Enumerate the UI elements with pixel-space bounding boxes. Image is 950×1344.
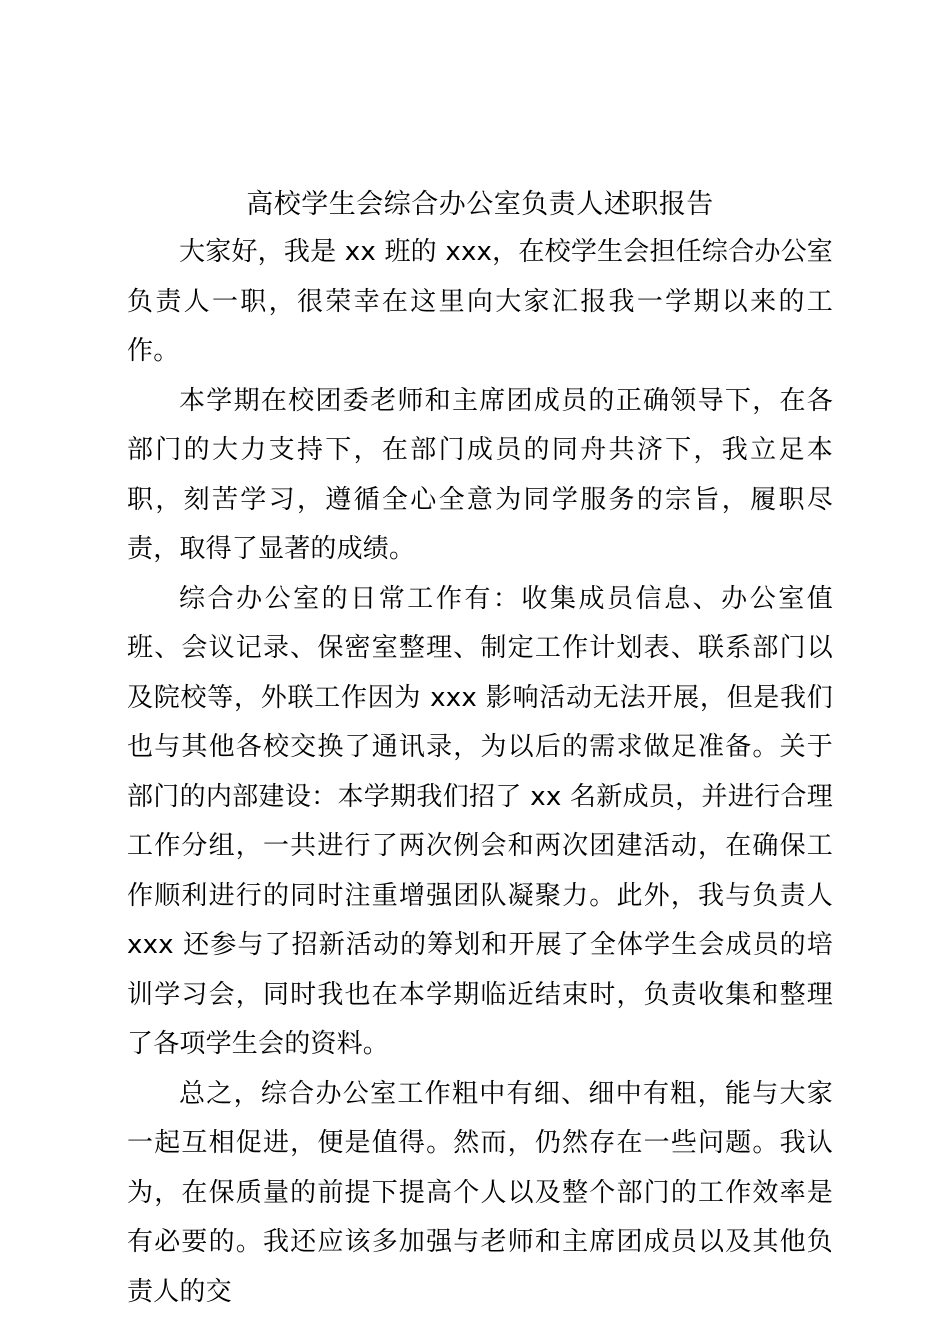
paragraph-summary: 总之，综合办公室工作粗中有细、细中有粗，能与大家一起互相促进，便是值得。然而，仍然存在一些问题。我认为，在保质量的前提下提高个人以及整个部门的工作效率是有必要的。我还应该多加强与老师和主席团成员以及其他负责人的交 — [127, 1078, 833, 1307]
document-body — [127, 228, 833, 1317]
paragraph-daily-work: 综合办公室的日常工作有：收集成员信息、办公室值班、会议记录、保密室整理、制定工作计划表、联系部门以及院校等，外联工作因为 xxx 影响活动无法开展，但是我们也与其他各校交换了通讯录，为以后的需求做足准备。关于部门的内部建设：本学期我们招了 xx 名新成员，并进行合理工作分组，一共进行了两次例会和两次团建活动，在确保工作顺利进行的同时注重增强团队凝聚力。此外，我与负责人 xxx 还参与了招新活动的筹划和开展了全体学生会成员的培训学习会，同时我也在本学期临近结束时，负责收集和整理了各项学生会的资料。 — [127, 583, 833, 1059]
document-title: 高校学生会综合办公室负责人述职报告 — [246, 189, 714, 220]
paragraph-achievements: 本学期在校团委老师和主席团成员的正确领导下，在各部门的大力支持下，在部门成员的同舟共济下，我立足本职，刻苦学习，遵循全心全意为同学服务的宗旨，履职尽责，取得了显著的成绩。 — [127, 385, 833, 564]
paragraph-greeting: 大家好，我是 xx 班的 xxx，在校学生会担任综合办公室负责人一职，很荣幸在这里向大家汇报我一学期以来的工作。 — [127, 237, 833, 366]
